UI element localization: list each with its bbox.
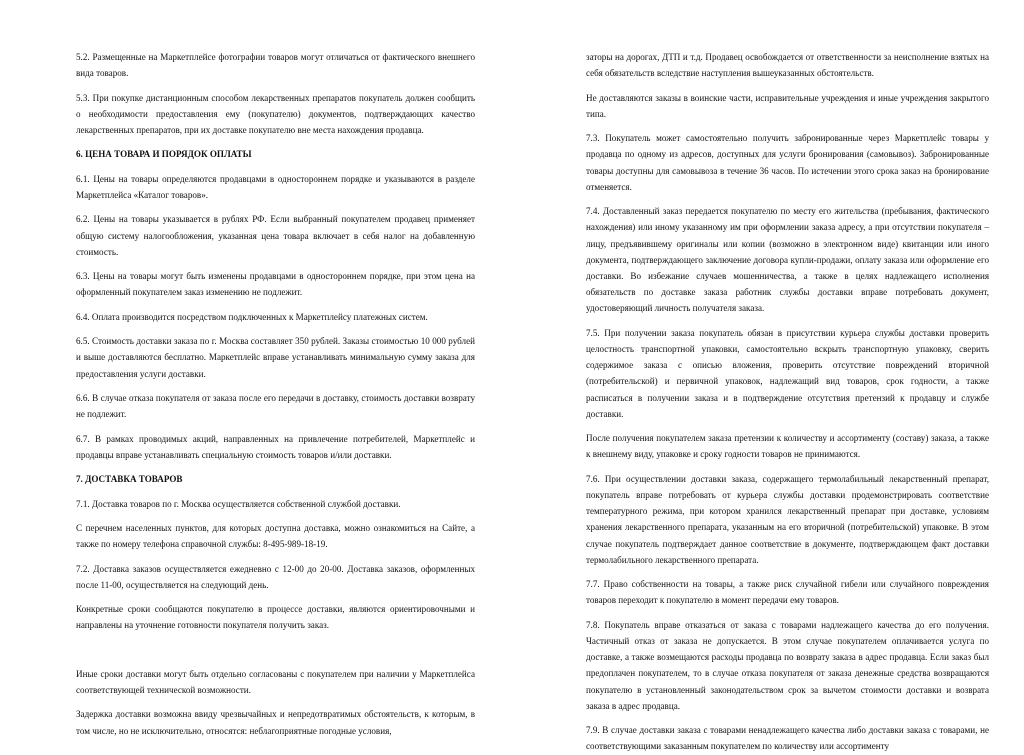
paragraph-not-delivered: Не доставляются заказы в воинские части, исправительные учреждения и иные учреждения закрытого типа. bbox=[586, 92, 989, 119]
paragraph-7-1-localities: С перечнем населенных пунктов, для которых доступна доставка, можно ознакомиться на Сайте, а также по номеру телефона справочной службы: 8-495-989-18-19. bbox=[76, 522, 475, 550]
right-page-column bbox=[586, 0, 989, 752]
paragraph-7-1: 7.1. Доставка товаров по г. Москва осуществляется собственной службой доставки. bbox=[76, 498, 401, 509]
paragraph-6-4: 6.4. Оплата производится посредством подключенных к Маркетплейсу платежных систем. bbox=[76, 311, 428, 322]
paragraph-6-3: 6.3. Цены на товары могут быть изменены продавцами в одностороннем порядке, при этом цена на оформленный покупателем заказ изменению не подлежит. bbox=[76, 271, 475, 298]
paragraph-7-7: 7.7. Право собственности на товары, а также риск случайной гибели или случайного повреждения товаров переходит к покупателю в момент передачи ему товаров. bbox=[586, 579, 989, 606]
paragraph-6-5: 6.5. Стоимость доставки заказа по г. Москва составляет 350 рублей. Заказы стоимостью 10 000 рублей и выше доставляются бесплатно. Маркетплейс вправе устанавливать минимальную сумму заказа для предоставления услуги доставки. bbox=[76, 336, 475, 379]
section-heading-7: 7. ДОСТАВКА ТОВАРОВ bbox=[76, 474, 183, 485]
paragraph-7-6: 7.6. При осуществлении доставки заказа, содержащего термолабильный лекарственный препарат, покупатель вправе потребовать от курьера службы доставки продемонстрировать соответствие температурного режима, при котором хранился лекарственный препарат при доставке, условиям хранения лекарственного препарата, указанным на его вторичной (потребительской) упаковке. В этом случае покупатель подтверждает данное соответствие в документе, подтверждающем факт доставки термолабильного лекарственного препарата. bbox=[586, 473, 989, 565]
paragraph-6-2: 6.2. Цены на товары указывается в рублях РФ. Если выбранный покупателем продавец применяет общую систему налогообложения, указанная цена товара включает в себя налог на добавленную стоимость. bbox=[76, 214, 475, 257]
blank-gap bbox=[76, 642, 475, 666]
paragraph-7-3: 7.3. Покупатель может самостоятельно получить забронированные через Маркетплейс товары у продавца по одному из адресов, доступных для услуги бронирования (самовывоз). Забронированные товары доступны для самовывоза в течение 36 часов. По истечении этого срока заказ на бронирование отменяется. bbox=[586, 133, 989, 192]
paragraph-7-2-other-terms: Иные сроки доставки могут быть отдельно согласованы с покупателем при наличии у Маркетплейса соответствующей технической возможности. bbox=[76, 668, 475, 695]
paragraph-5-3: 5.3. При покупке дистанционным способом лекарственных препаратов покупатель должен сообщить о необходимости предоставления ему (покупателю) документов, подтверждающих качество лекарственных препаратов, при их доставке покупателю вне места нахождения продавца. bbox=[76, 92, 475, 135]
paragraph-6-7: 6.7. В рамках проводимых акций, направленных на привлечение потребителей, Маркетплейс и продавцы вправе устанавливать специальную стоимость товаров и/или доставки. bbox=[76, 433, 475, 460]
section-heading-6: 6. ЦЕНА ТОВАРА И ПОРЯДОК ОПЛАТЫ bbox=[76, 149, 252, 160]
paragraph-delay-continued: заторы на дорогах, ДТП и т.д. Продавец освобождается от ответственности за неисполнение взятых на себя обязательств вследствие наступления вышеуказанных обстоятельств. bbox=[586, 52, 989, 79]
paragraph-6-1: 6.1. Цены на товары определяются продавцами в одностороннем порядке и указываются в разделе Маркетплейса «Каталог товаров». bbox=[76, 173, 475, 200]
paragraph-6-6: 6.6. В случае отказа покупателя от заказа после его передачи в доставку, стоимость доставки возврату не подлежит. bbox=[76, 392, 475, 420]
paragraph-7-9: 7.9. В случае доставки заказа с товарами ненадлежащего качества либо доставки заказа с товарами, не соответствующими заказанным покупателем по количеству или ассортименту bbox=[586, 725, 989, 752]
paragraph-7-4: 7.4. Доставленный заказ передается покупателю по месту его жительства (пребывания, фактического нахождения) или иному указанному им при оформлении заказа адресу, а при отсутствии покупателя – лицу, предъявившему оригиналы или копии (возможно в электронном виде) квитанции или иного документа, подтверждающего заключение договора купли-продажи, оплату заказа или оформление его доставки. Во избежание случаев мошенничества, а также в целях надлежащего исполнения обязательств по доставке заказа работник службы доставки вправе потребовать документ, удостоверяющий личность получателя заказа. bbox=[586, 206, 989, 314]
paragraph-7-2-timing: Конкретные сроки сообщаются покупателю в процессе доставки, являются ориентировочными и направлены на уточнение готовности покупателя получить заказ. bbox=[76, 604, 475, 631]
paragraph-7-5-claims: После получения покупателем заказа претензии к количеству и ассортименту (составу) заказа, а также к внешнему виду, упаковке и сроку годности товаров не принимаются. bbox=[586, 433, 989, 460]
paragraph-7-8: 7.8. Покупатель вправе отказаться от заказа с товарами надлежащего качества до его получения. Частичный отказ от заказа не допускается. В этом случае покупателем оплачивается услуга по доставке, а также возмещаются расходы продавца по возврату заказа в адрес продавца. Если заказ был предоплачен покупателем, то в случае отказа покупателя от заказа денежные средства возвращаются покупателю в установленный законодательством срок за вычетом стоимости доставки и возврата заказа в адрес продавца. bbox=[586, 619, 989, 711]
paragraph-7-2: 7.2. Доставка заказов осуществляется ежедневно с 12-00 до 20-00. Доставка заказов, оформленных после 11-00, осуществляется на следующий день. bbox=[76, 563, 475, 590]
left-page-column bbox=[76, 0, 475, 736]
paragraph-5-2: 5.2. Размещенные на Маркетплейсе фотографии товаров могут отличаться от фактического внешнего вида товаров. bbox=[76, 52, 475, 79]
paragraph-7-5: 7.5. При получении заказа покупатель обязан в присутствии курьера службы доставки проверить целостность транспортной упаковки, самостоятельно вскрыть транспортную упаковку, сверить содержимое заказа с описью вложения, проверить отсутствие повреждений вторичной (потребительской) и первичной упаковок, надлежащий вид товаров, срок годности, а также расписаться в получении заказа и в подтверждение отсутствия претензий к продавцу и службе доставки. bbox=[586, 327, 989, 419]
paragraph-7-2-delay: Задержка доставки возможна ввиду чрезвычайных и непредотвратимых обстоятельств, к которым, в том числе, но не исключительно, относятся: неблагоприятные погодные условия, bbox=[76, 709, 475, 736]
